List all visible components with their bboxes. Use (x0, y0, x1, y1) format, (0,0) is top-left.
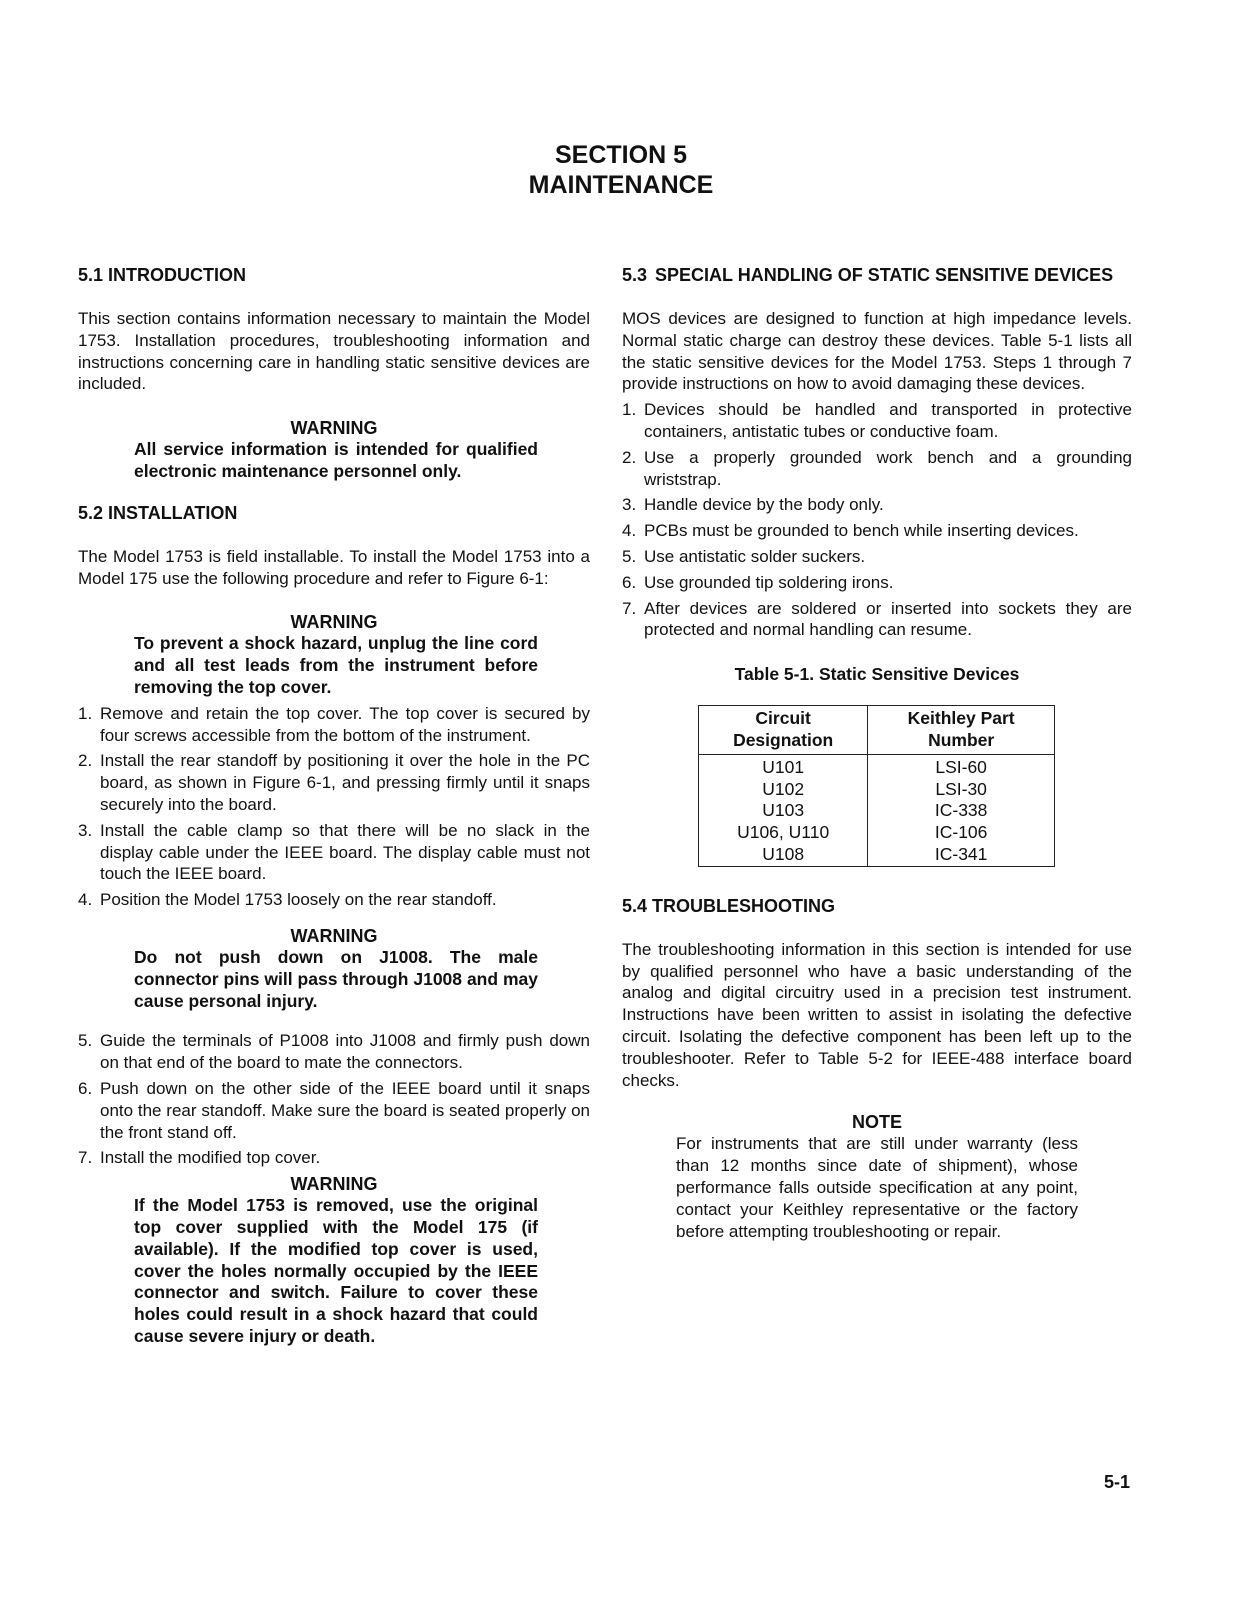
table-cell: IC-338 (868, 800, 1055, 822)
warning-shock (78, 611, 590, 698)
section-number: SECTION 5 (555, 141, 687, 169)
list-item: 6. Push down on the other side of the IEEE board until it snaps onto the rear standoff. Make sure the board is seated properly on the front stand off. (78, 1078, 590, 1142)
table-cell: U108 (699, 844, 868, 866)
static-heading-text: SPECIAL HANDLING OF STATIC SENSITIVE DEVICES (655, 265, 1114, 285)
column-header: Circuit Designation (699, 706, 868, 755)
table-cell: IC-341 (868, 844, 1055, 866)
trouble-heading: 5.4 TROUBLESHOOTING (622, 895, 836, 916)
table-cell: U102 (699, 779, 868, 801)
static-steps-list (622, 399, 1132, 641)
note-block (622, 1111, 1132, 1242)
table-cell: U101 (699, 754, 868, 778)
list-item: 5. Use antistatic solder suckers. (622, 546, 866, 566)
warning-service (78, 417, 590, 483)
warning-text: All service information is intended for qualified electronic maintenance personnel only. (134, 439, 538, 481)
section-title: MAINTENANCE (528, 171, 714, 199)
table-header-row (699, 706, 1055, 755)
page-title (0, 140, 1242, 200)
static-devices-table (698, 705, 1055, 867)
table-cell: U106, U110 (699, 822, 868, 844)
table-row (699, 779, 1055, 801)
table-cell: IC-106 (868, 822, 1055, 844)
column-header: Keithley Part Number (868, 706, 1055, 755)
list-item: 7. After devices are soldered or inserted into sockets they are protected and normal handling can resume. (622, 598, 1132, 640)
page-number: 5-1 (1103, 1472, 1130, 1492)
static-heading-number: 5.3 (622, 265, 648, 285)
list-item: 6. Use grounded tip soldering irons. (622, 572, 894, 592)
list-item: 1. Remove and retain the top cover. The top cover is secured by four screws accessible from the bottom of the instrument. (78, 703, 590, 745)
table-caption: Table 5-1. Static Sensitive Devices (734, 664, 1020, 685)
list-item: 2. Use a properly grounded work bench and a grounding wriststrap. (622, 447, 1132, 489)
list-item: 7. Install the modified top cover. (78, 1148, 321, 1168)
note-title: NOTE (851, 1112, 902, 1133)
list-item: 4. PCBs must be grounded to bench while inserting devices. (622, 521, 1079, 541)
install-steps-list (78, 703, 590, 911)
warning-title: WARNING (290, 418, 378, 439)
warning-top-cover (78, 1173, 590, 1348)
list-item: 1. Devices should be handled and transported in protective containers, antistatic tubes or conductive foam. (622, 400, 1132, 441)
list-item: 3. Install the cable clamp so that there will be no slack in the display cable under the IEEE board. The display cable must not touch the IEEE board. (78, 820, 590, 884)
install-paragraph: The Model 1753 is field installable. To install the Model 1753 into a Model 175 use the following procedure and refer to Figure 6-1: (78, 546, 590, 588)
warning-text: Do not push down on J1008. The male connector pins will pass through J1008 and may cause personal injury. (134, 946, 538, 1011)
install-heading: 5.2 INSTALLATION (78, 502, 238, 523)
intro-heading: 5.1 INTRODUCTION (78, 265, 247, 285)
list-item: 2. Install the rear standoff by positioning it over the hole in the PC board, as shown in Figure 6-1, and pressing firmly until it snaps securely into the board. (78, 751, 590, 814)
intro-paragraph: This section contains information necessary to maintain the Model 1753. Installation procedures, troubleshooting information and instructions concerning care in handling static sensitive devices are included. (78, 309, 590, 394)
right-column (622, 264, 1132, 1242)
list-item: 5. Guide the terminals of P1008 into J1008 and firmly push down on that end of the board to mate the connectors. (78, 1031, 590, 1073)
warning-title: WARNING (290, 1174, 378, 1195)
table-row (699, 800, 1055, 822)
list-item: 3. Handle device by the body only. (622, 495, 884, 515)
static-paragraph: MOS devices are designed to function at high impedance levels. Normal static charge can destroy these devices. Table 5-1 lists all the static sensitive devices for the Model 1753. Steps 1 through 7 provide instructions on how to avoid damaging these devices. (622, 309, 1132, 394)
warning-title: WARNING (290, 925, 378, 946)
warning-text: If the Model 1753 is removed, use the original top cover supplied with the Model 175 (if available). If the modified top cover is used, cover the holes normally occupied by the IEEE connector and switch. Failure to cover these holes could result in a shock hazard that could cause severe injury or death. (134, 1195, 538, 1346)
warning-title: WARNING (290, 612, 378, 633)
note-text: For instruments that are still under warranty (less than 12 months since date of shipment), whose performance falls outside specification at any point, contact your Keithley representative or the factory before attempting troubleshooting or repair. (676, 1134, 1078, 1241)
table-row (699, 822, 1055, 844)
install-steps-list-continued (78, 1030, 590, 1169)
table-row (699, 754, 1055, 778)
list-item: 4. Position the Model 1753 loosely on the rear standoff. (78, 890, 497, 910)
static-heading (622, 264, 1132, 286)
trouble-paragraph: The troubleshooting information in this section is intended for use by qualified personnel who have a basic understanding of the analog and digital circuitry used in a precision test instrument. Instructions have been written to assist in isolating the defective circuit. Isolating the defective component has been left up to the troubleshooter. Refer to Table 5-2 for IEEE-488 interface board checks. (622, 939, 1132, 1090)
table-cell: LSI-30 (868, 779, 1055, 801)
table-cell: U103 (699, 800, 868, 822)
warning-j1008 (78, 925, 590, 1012)
warning-text: To prevent a shock hazard, unplug the line cord and all test leads from the instrument before removing the top cover. (134, 633, 538, 697)
table-cell: LSI-60 (868, 754, 1055, 778)
left-column (78, 264, 590, 1348)
table-row (699, 844, 1055, 866)
